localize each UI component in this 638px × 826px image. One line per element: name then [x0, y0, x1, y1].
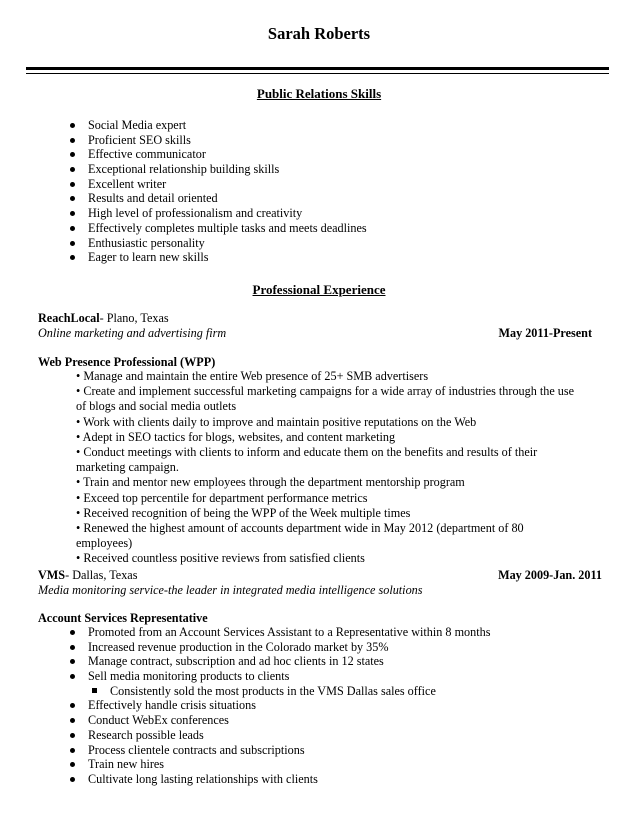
bullet-icon	[70, 762, 75, 767]
list-item: Eager to learn new skills	[66, 250, 367, 265]
duty-list	[76, 369, 636, 566]
list-item: Results and detail oriented	[66, 191, 367, 206]
duty-line: • Train and mentor new employees through the department mentorship program	[76, 475, 465, 490]
list-item: Conduct WebEx conferences	[66, 713, 490, 728]
sub-list-wrapper	[66, 684, 490, 699]
duty-line: of blogs and social media outlets	[76, 399, 237, 414]
company-description: Online marketing and advertising firm	[38, 326, 227, 340]
duty-line: • Work with clients daily to improve and maintain positive reputations on the Web	[76, 414, 477, 429]
list-item: Sell media monitoring products to clients	[66, 669, 490, 684]
company-name: VMS	[38, 568, 66, 582]
experience-section-title: Professional Experience	[252, 282, 386, 297]
bullet-icon	[70, 152, 75, 157]
bullet-icon	[70, 777, 75, 782]
list-item: Effective communicator	[66, 147, 367, 162]
list-item: Process clientele contracts and subscriptions	[66, 743, 490, 758]
duty-line: employees)	[76, 536, 133, 551]
duty-line: • Create and implement successful marketing campaigns for a wide array of industries through the use	[76, 384, 575, 399]
duty-line: • Received recognition of being the WPP of the Week multiple times	[76, 505, 411, 520]
duty-line: marketing campaign.	[76, 460, 179, 475]
list-item: Social Media expert	[66, 118, 367, 133]
list-item: Manage contract, subscription and ad hoc clients in 12 states	[66, 654, 490, 669]
bullet-icon	[70, 196, 75, 201]
list-item: Research possible leads	[66, 728, 490, 743]
bullet-icon	[70, 674, 75, 679]
bullet-icon	[70, 630, 75, 635]
bullet-icon	[70, 703, 75, 708]
bullet-icon	[70, 748, 75, 753]
skills-list	[66, 118, 367, 265]
list-item: Enthusiastic personality	[66, 236, 367, 251]
bullet-icon	[70, 718, 75, 723]
list-item: Train new hires	[66, 757, 490, 772]
sub-list-item: Consistently sold the most products in the VMS Dallas sales office	[88, 684, 490, 699]
sub-list	[88, 684, 490, 699]
bullet-icon	[70, 211, 75, 216]
duty-list	[66, 625, 490, 787]
list-item: Cultivate long lasting relationships with clients	[66, 772, 490, 787]
duty-line: • Renewed the highest amount of accounts department wide in May 2012 (department of 80	[76, 520, 524, 535]
bullet-icon	[70, 138, 75, 143]
list-item: Increased revenue production in the Colorado market by 35%	[66, 640, 490, 655]
list-item: Effectively handle crisis situations	[66, 698, 490, 713]
duty-line: • Exceed top percentile for department performance metrics	[76, 490, 368, 505]
list-item: Promoted from an Account Services Assistant to a Representative within 8 months	[66, 625, 490, 640]
job-title: Account Services Representative	[38, 611, 208, 625]
duty-line: • Conduct meetings with clients to inform and educate them on the benefits and results of their	[76, 444, 538, 459]
job-dates: May 2009-Jan. 2011	[498, 568, 602, 582]
company-location: - Dallas, Texas	[65, 568, 138, 582]
list-item: Effectively completes multiple tasks and meets deadlines	[66, 221, 367, 236]
bullet-icon	[70, 123, 75, 128]
bullet-icon	[70, 255, 75, 260]
company-name: ReachLocal	[38, 311, 100, 325]
duty-line: • Manage and maintain the entire Web presence of 25+ SMB advertisers	[76, 369, 429, 383]
company-description: Media monitoring service-the leader in integrated media intelligence solutions	[38, 583, 423, 597]
list-item: Excellent writer	[66, 177, 367, 192]
bullet-icon	[70, 645, 75, 650]
duty-line: • Received countless positive reviews from satisfied clients	[76, 551, 365, 566]
header-divider-thick	[26, 67, 609, 70]
bullet-icon	[70, 226, 75, 231]
skills-section-title: Public Relations Skills	[256, 86, 382, 101]
job-company-line	[38, 568, 137, 583]
job-dates: May 2011-Present	[498, 326, 592, 340]
square-bullet-icon	[92, 688, 97, 693]
list-item: Exceptional relationship building skills	[66, 162, 367, 177]
header-divider-thin	[26, 73, 609, 74]
duty-line: • Adept in SEO tactics for blogs, websites, and content marketing	[76, 429, 396, 444]
bullet-icon	[70, 182, 75, 187]
bullet-icon	[70, 241, 75, 246]
job-title: Web Presence Professional (WPP)	[38, 355, 216, 369]
job-company-line	[38, 311, 169, 326]
bullet-icon	[70, 733, 75, 738]
candidate-name: Sarah Roberts	[267, 24, 371, 43]
bullet-icon	[70, 659, 75, 664]
list-item: Proficient SEO skills	[66, 133, 367, 148]
bullet-icon	[70, 167, 75, 172]
list-item: High level of professionalism and creativity	[66, 206, 367, 221]
company-location: - Plano, Texas	[99, 311, 169, 325]
